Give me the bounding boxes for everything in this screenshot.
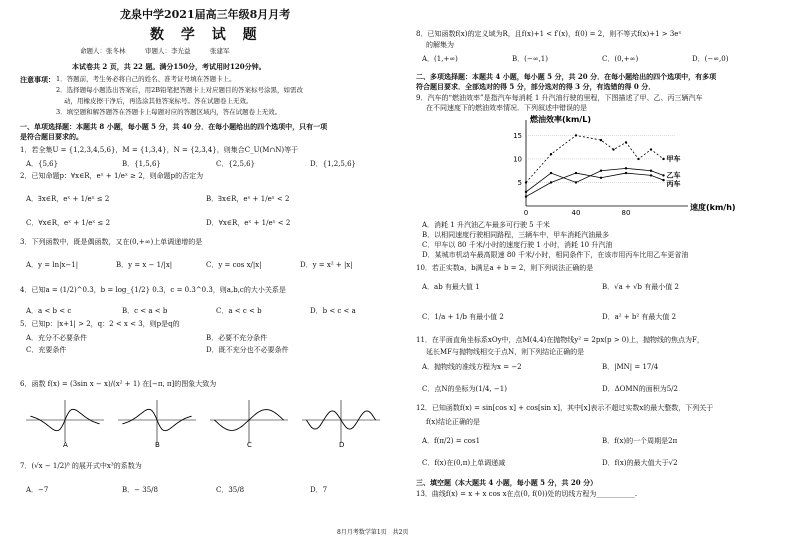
q4-option-b[interactable]: B．c < a < b bbox=[122, 307, 168, 315]
q10-option-d[interactable]: D．a² + b² 有最大值 2 bbox=[602, 313, 677, 321]
q1-option-d[interactable]: D．{1,2,5,6} bbox=[310, 160, 357, 168]
notes-label: 注意事项： bbox=[20, 75, 55, 84]
q7-stem: 7．(√x − 1/2)⁸ 的展开式中x³的系数为 bbox=[20, 462, 142, 470]
q12-stem-2: f(x)结论正确的是 bbox=[426, 418, 481, 426]
page-footer: 8月月考数学第1页 共2页 bbox=[337, 529, 409, 536]
q1-option-c[interactable]: C．{2,5,6} bbox=[216, 160, 256, 168]
q2-option-a[interactable]: A．∃x∈R，eˣ + 1/eˣ ≤ 2 bbox=[26, 195, 110, 203]
q9-option-b[interactable]: B．以相同速度行驶相同路程，三辆车中，甲车消耗汽油最多 bbox=[422, 231, 610, 239]
q12-option-a[interactable]: A．f(π/2) = cos1 bbox=[422, 437, 481, 445]
data-point bbox=[662, 174, 664, 176]
section2-heading: 二、多项选择题：本题共 4 小题，每小题 5 分，共 20 分．在每小题给出的四个选项中，有多项 bbox=[416, 72, 717, 81]
q9-option-a[interactable]: A．消耗 1 升汽油乙车最多可行驶 5 千米 bbox=[422, 221, 550, 229]
data-point bbox=[650, 174, 652, 176]
q3-option-a[interactable]: A．y = ln|x−1| bbox=[26, 261, 79, 269]
q2-option-d[interactable]: D．∀x∈R，eˣ + 1/eˣ < 2 bbox=[206, 219, 291, 227]
q1-stem: 1．若全集U = {1,2,3,4,5,6}，M = {1,3,4}，N = {2,3,4}，则集合C_U(M∩N)等于 bbox=[20, 146, 299, 154]
q10-option-c[interactable]: C．1/a + 1/b 有最小值 2 bbox=[422, 313, 504, 321]
data-point bbox=[525, 191, 527, 193]
data-point bbox=[625, 172, 627, 174]
data-point bbox=[600, 177, 602, 179]
q4-stem: 4．已知a = (1/2)^0.3，b = log_{1/2} 0.3，c = 0.3^0.3，则a,b,c的大小关系是 bbox=[20, 286, 286, 294]
q7-option-a[interactable]: A．−7 bbox=[26, 486, 49, 494]
data-point bbox=[550, 181, 552, 183]
q5-option-c[interactable]: C．充要条件 bbox=[26, 346, 67, 354]
q11-option-b[interactable]: B．|MN| = 17/4 bbox=[602, 363, 659, 371]
q12-stem: 12．已知函数f(x) = sin[cos x] + cos[sin x]，其中[x]表示不超过实数x的最大整数，下列关于 bbox=[416, 404, 714, 412]
graph-option-label[interactable]: B bbox=[155, 441, 160, 449]
x-tick-label: 80 bbox=[621, 209, 631, 217]
section1-heading: 一、单项选择题：本题共 8 小题，每小题 5 分，共 40 分．在每小题给出的四个选项中，只有一项 bbox=[20, 122, 328, 131]
q8-stem-2: 的解集为 bbox=[426, 41, 454, 49]
q12-option-d[interactable]: D．f(x)的最大值大于√2 bbox=[602, 459, 678, 467]
q5-option-a[interactable]: A．充分不必要条件 bbox=[26, 334, 88, 342]
q8-option-c[interactable]: C．(0,+∞) bbox=[602, 55, 639, 63]
q11-option-a[interactable]: A．抛物线的准线方程为x = −2 bbox=[422, 363, 522, 371]
q8-stem: 8．已知函数f(x)的定义域为R，且f(x)+1 < f′(x)，f(0) = 2，则不等式f(x)+1 > 3eˣ bbox=[416, 30, 682, 38]
series-label: 乙车 bbox=[666, 171, 681, 180]
x-axis-label: 速度(km/h) bbox=[690, 203, 736, 212]
section1-heading-2: 是符合题目要求的。 bbox=[20, 132, 83, 141]
data-point bbox=[625, 141, 627, 143]
y-axis-label: 燃油效率(km/L) bbox=[530, 115, 591, 124]
school-title: 龙泉中学2021届高三年级8月月考 bbox=[120, 8, 291, 21]
note-3: 动，用橡皮擦干净后，再选涂其他答案标号。答在试题卷上无效。 bbox=[64, 97, 253, 105]
data-point bbox=[650, 170, 652, 172]
data-point bbox=[625, 167, 627, 169]
q12-option-b[interactable]: B．f(x)的一个周期是2π bbox=[602, 437, 678, 445]
data-point bbox=[575, 172, 577, 174]
data-point bbox=[575, 134, 577, 136]
q2-option-b[interactable]: B．∃x∈R，eˣ + 1/eˣ < 2 bbox=[206, 195, 290, 203]
q11-option-c[interactable]: C．点N的坐标为(1/4, −1) bbox=[422, 385, 507, 393]
q5-option-d[interactable]: D．既不充分也不必要条件 bbox=[206, 346, 289, 354]
q2-option-c[interactable]: C．∀x∈R，eˣ + 1/eˣ ≤ 2 bbox=[26, 219, 111, 227]
x-tick-label: 0 bbox=[523, 209, 529, 217]
q1-option-a[interactable]: A．{5,6} bbox=[26, 160, 59, 168]
q11-stem: 11．在平面直角坐标系xOy中，点M(4,4)在抛物线y² = 2px(p > 0)上，抛物线的焦点为F， bbox=[416, 336, 704, 344]
q13-stem: 13．曲线f(x) = x + x cos x在点(0, f(0))处的切线方程为___________. bbox=[416, 490, 638, 498]
authors-line: 命题人：张冬林 审题人：李光益 张建军 bbox=[80, 47, 230, 55]
q4-option-a[interactable]: A．a < b < c bbox=[26, 307, 72, 315]
q6-stem: 6．函数 f(x) = (3sin x − x)/(x² + 1) 在[−π, π]的图象大致为 bbox=[20, 380, 217, 388]
q3-option-d[interactable]: D．y = x² + |x| bbox=[300, 261, 353, 269]
q1-option-b[interactable]: B．{1,5,6} bbox=[122, 160, 161, 168]
section3-heading: 三、填空题（本大题共 4 小题，每小题 5 分，共 20 分） bbox=[416, 478, 598, 487]
data-point bbox=[612, 148, 614, 150]
data-point bbox=[550, 172, 552, 174]
y-tick-label: 5 bbox=[517, 178, 522, 187]
q7-option-d[interactable]: D．7 bbox=[310, 486, 328, 494]
data-point bbox=[650, 148, 652, 150]
q8-option-a[interactable]: A．(1,+∞) bbox=[422, 55, 458, 63]
data-point bbox=[637, 158, 639, 160]
q4-option-d[interactable]: D．b < c < a bbox=[310, 307, 356, 315]
data-point bbox=[550, 153, 552, 155]
q6-graph-options bbox=[20, 398, 392, 448]
y-tick-label: 15 bbox=[513, 131, 522, 140]
data-point bbox=[662, 158, 664, 160]
q5-option-b[interactable]: B．必要不充分条件 bbox=[206, 334, 268, 342]
q9-option-c[interactable]: C．甲车以 80 千米/小时的速度行驶 1 小时，消耗 10 升汽油 bbox=[422, 241, 613, 249]
note-2: 2．选择题每小题选出答案后，用2B铅笔把答题卡上对应题目的答案标号涂黑，如需改 bbox=[56, 86, 304, 94]
q10-option-b[interactable]: B．√a + √b 有最小值 2 bbox=[602, 283, 679, 291]
q9-option-d[interactable]: D．某城市机动车最高限速 80 千米/小时，相同条件下，在该市用丙车比用乙车更省油 bbox=[422, 251, 689, 259]
data-point bbox=[525, 181, 527, 183]
q10-option-a[interactable]: A．ab 有最大值 1 bbox=[422, 283, 480, 291]
note-1: 1．答题前，考生务必将自己的姓名、准考证号填在答题卡上。 bbox=[56, 75, 236, 83]
exam-info: 本试卷共 2 页，共 22 题。满分150分，考试用时120分钟。 bbox=[72, 62, 266, 71]
q3-option-c[interactable]: C．y = cos x/|x| bbox=[206, 261, 262, 269]
q8-option-b[interactable]: B．(−∞,1) bbox=[512, 55, 548, 63]
q3-stem: 3．下列函数中，既是偶函数，又在(0,+∞)上单调递增的是 bbox=[20, 238, 203, 246]
q12-option-c[interactable]: C．f(x)在(0,π)上单调递减 bbox=[422, 459, 506, 467]
q11-option-d[interactable]: D．ΔOMN的面积为5/2 bbox=[602, 385, 678, 393]
data-point bbox=[600, 139, 602, 141]
q9-stem: 9．汽车的“燃油效率”是指汽车每消耗 1 升汽油行驶的里程，下图描述了甲、乙、丙三辆汽车 bbox=[416, 94, 703, 102]
graph-option-label[interactable]: A bbox=[63, 441, 68, 449]
series-label: 丙车 bbox=[666, 180, 681, 189]
series-line-1 bbox=[526, 168, 664, 192]
data-point bbox=[662, 179, 664, 181]
q3-option-b[interactable]: B．y = x − 1/|x| bbox=[116, 261, 173, 269]
q10-stem: 10．若正实数a，b满足a + b = 2，则下列说法正确的是 bbox=[416, 264, 594, 272]
x-tick-label: 40 bbox=[571, 209, 581, 217]
q7-option-c[interactable]: C．35/8 bbox=[216, 486, 245, 494]
data-point bbox=[600, 170, 602, 172]
q8-option-d[interactable]: D．(−∞,0) bbox=[692, 55, 729, 63]
graph-option-label[interactable]: C bbox=[247, 441, 252, 449]
data-point bbox=[525, 195, 527, 197]
series-label: 甲车 bbox=[666, 154, 681, 163]
q2-stem: 2．已知命题p：∀x∈R，eˣ + 1/eˣ ≥ 2，则命题p的否定为 bbox=[20, 172, 204, 180]
q4-option-c[interactable]: C．a < c < b bbox=[216, 307, 262, 315]
q7-option-b[interactable]: B．− 35/8 bbox=[122, 486, 158, 494]
q9-stem-2: 在不同速度下的燃油效率情况．下列叙述中错误的是 bbox=[426, 104, 587, 112]
y-tick-label: 10 bbox=[513, 155, 522, 164]
q11-stem-2: 延长MF与抛物线相交于点N，则下列结论正确的是 bbox=[426, 348, 585, 356]
note-4: 3．填空题和解答题答在答题卡上每题对应的答题区域内，答在试题卷上无效。 bbox=[56, 108, 282, 116]
data-point bbox=[575, 181, 577, 183]
graph-option-label[interactable]: D bbox=[339, 441, 345, 449]
q5-stem: 5．已知p：|x+1| > 2，q：2 < x < 3，则p是q的 bbox=[20, 320, 180, 328]
section2-heading-2: 符合题目要求．全部选对的得 5 分，部分选对的得 3 分，有选错的得 0 分． bbox=[416, 82, 656, 91]
subject-title: 数 学 试 题 bbox=[150, 27, 263, 43]
fuel-efficiency-chart bbox=[496, 114, 736, 218]
